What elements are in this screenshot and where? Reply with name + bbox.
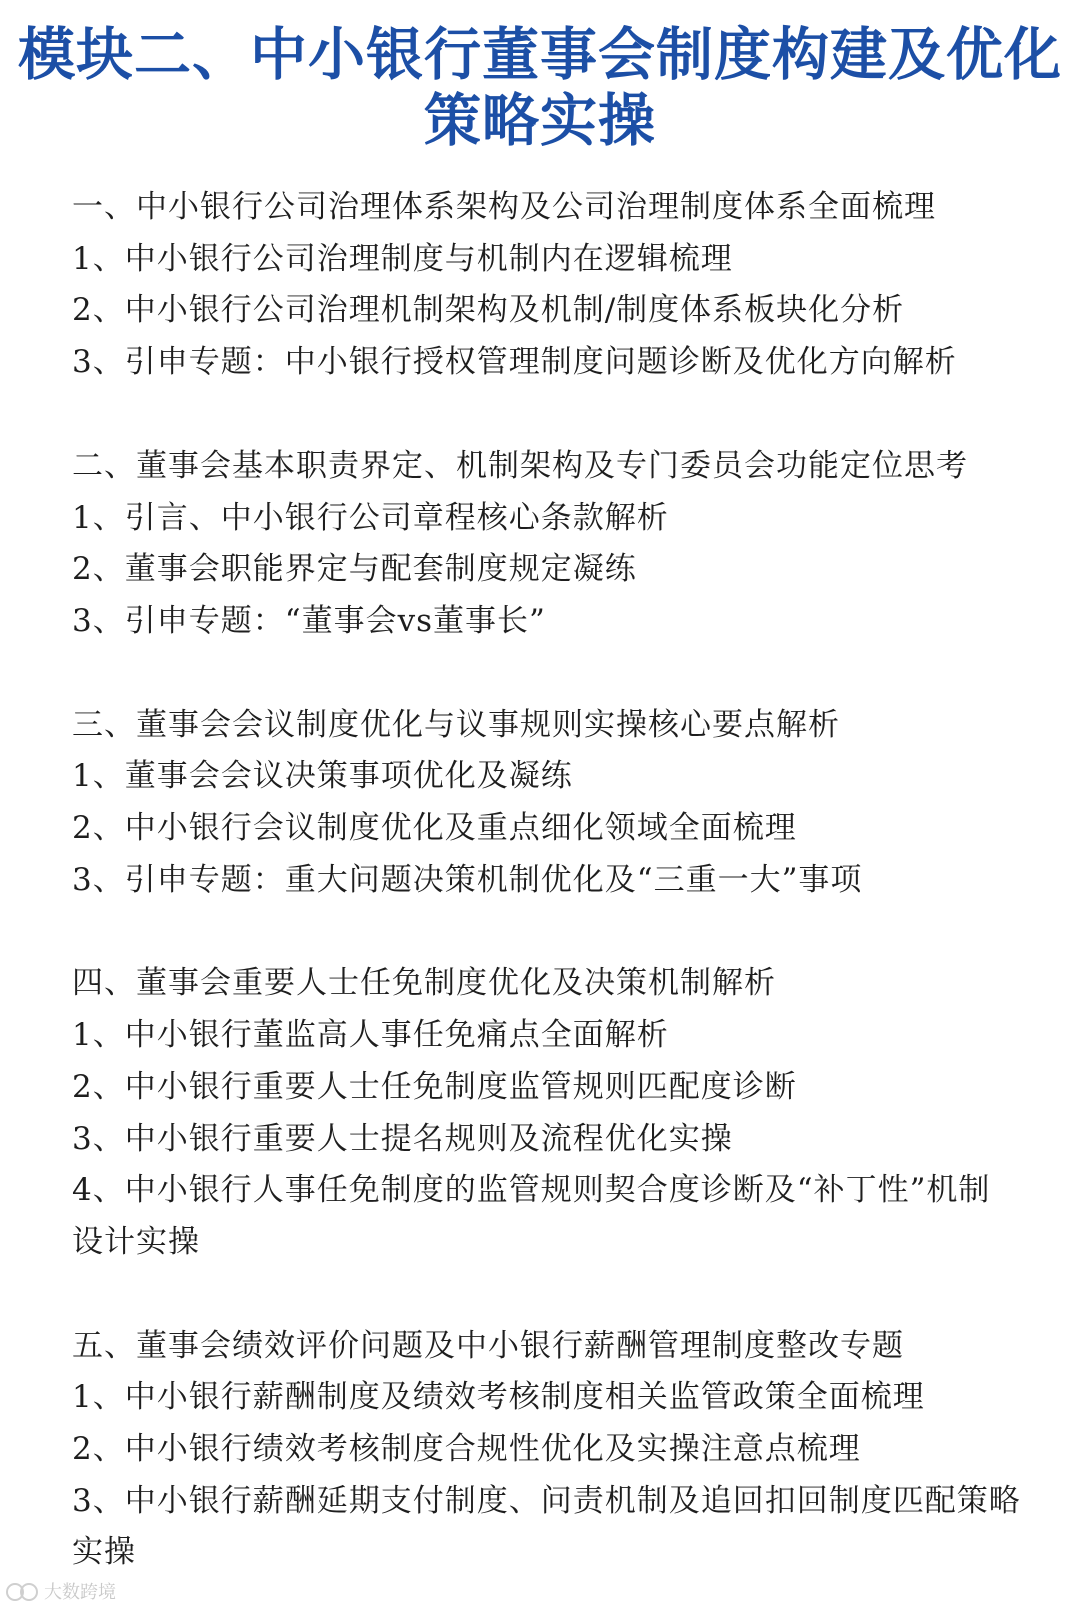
section-heading: 四、董事会重要人士任免制度优化及决策机制解析: [72, 965, 776, 1002]
section-heading: 一、中小银行公司治理体系架构及公司治理制度体系全面梳理: [72, 189, 936, 225]
list-item: 2、中小银行公司治理机制架构及机制/制度体系板块化分析: [72, 292, 905, 329]
section-heading: 五、董事会绩效评价问题及中小银行薪酬管理制度整改专题: [72, 1327, 904, 1364]
list-item: 2、中小银行重要人士任免制度监管规则匹配度诊断: [72, 1068, 797, 1105]
list-item: 3、引申专题：“董事会vs董事长”: [72, 602, 546, 639]
list-item: 1、董事会会议决策事项优化及凝练: [72, 758, 573, 795]
section-2: [72, 441, 1022, 648]
list-item: 3、引申专题：中小银行授权管理制度问题诊断及优化方向解析: [72, 344, 957, 381]
section-heading: 三、董事会会议制度优化与议事规则实操核心要点解析: [72, 706, 840, 743]
page-title-line-2: 策略实操: [424, 88, 656, 154]
list-item: 3、引申专题：重大问题决策机制优化及“三重一大”事项: [72, 861, 863, 898]
list-item: 3、中小银行重要人士提名规则及流程优化实操: [72, 1120, 733, 1157]
section-1: [72, 182, 1022, 389]
watermark-text: 大数跨境: [44, 1582, 116, 1603]
watermark: [6, 1578, 116, 1604]
list-item: 1、中小银行公司治理制度与机制内在逻辑梳理: [72, 240, 733, 277]
list-item: 2、中小银行会议制度优化及重点细化领域全面梳理: [72, 810, 797, 847]
section-4: [72, 958, 1022, 1268]
list-item: 4、中小银行人事任免制度的监管规则契合度诊断及“补丁性”机制设计实操: [72, 1172, 991, 1260]
list-item: 3、中小银行薪酬延期支付制度、问责机制及追回扣回制度匹配策略实操: [72, 1482, 1021, 1571]
list-item: 1、引言、中小银行公司章程核心条款解析: [72, 499, 669, 536]
section-heading: 二、董事会基本职责界定、机制架构及专门委员会功能定位思考: [72, 447, 968, 484]
list-item: 1、中小银行董监高人事任免痛点全面解析: [72, 1017, 669, 1054]
section-3: [72, 700, 1022, 907]
page-title-line-1: 模块二、中小银行董事会制度构建及优化: [18, 22, 1062, 88]
double-circle-logo-icon: [6, 1581, 40, 1601]
list-item: 1、中小银行薪酬制度及绩效考核制度相关监管政策全面梳理: [72, 1379, 925, 1416]
list-item: 2、中小银行绩效考核制度合规性优化及实操注意点梳理: [72, 1431, 861, 1468]
section-5: [72, 1321, 1022, 1580]
outline-content: [72, 182, 1022, 1579]
page-title: [0, 22, 1080, 154]
list-item: 2、董事会职能界定与配套制度规定凝练: [72, 551, 637, 588]
